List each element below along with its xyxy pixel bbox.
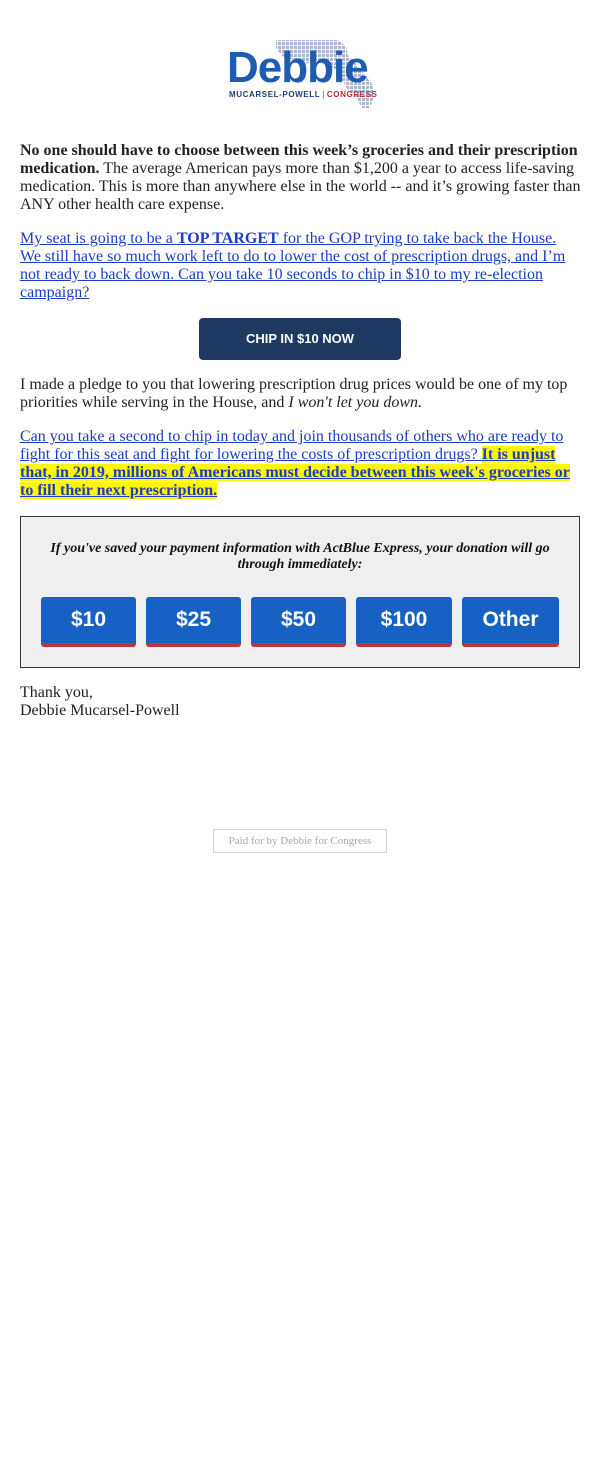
top-target-text: TOP TARGET: [176, 230, 279, 247]
second-donate-link[interactable]: [20, 428, 570, 499]
pledge-paragraph: [20, 376, 580, 412]
second-link-text: Can you take a second to chip in today and join thousands of others who are ready to fight for this seat and fight for lowering the costs of prescription drugs?: [20, 428, 564, 463]
logo-wordmark: Debbie: [227, 43, 368, 92]
highlighted-text: It is unjust that, in 2019, millions of Americans must decide between this week's groceries or to fill their next prescription.: [20, 446, 570, 499]
intro-paragraph: [20, 142, 582, 214]
donation-box: [20, 516, 580, 668]
chip-in-button[interactable]: CHIP IN $10 NOW: [199, 318, 401, 360]
donate-other-button[interactable]: Other: [462, 597, 559, 647]
appeal-link-text-start: My seat is going to be a: [20, 230, 177, 247]
paid-for-disclaimer: Paid for by Debbie for Congress: [213, 829, 387, 853]
appeal-link-text-end: for the GOP trying to take back the House. We still have so much work left to do to lower the cost of prescription drugs, and I’m not ready to back down. Can you take 10 seconds to chip in $10 to my re-election campaign?: [20, 230, 566, 301]
intro-text: The average American pays more than $1,200 a year to access life-saving medication. This is more than anywhere else in the world -- and it’s growing faster than ANY other health care expense.: [20, 160, 581, 213]
logo-subtitle: [229, 90, 378, 99]
signoff: [20, 684, 580, 720]
pledge-italic-text: I won't let you down.: [288, 394, 423, 411]
logo-separator: |: [322, 90, 325, 99]
pledge-text: I made a pledge to you that lowering prescription drug prices would be one of my top priorities while serving in the House, and: [20, 376, 568, 411]
signoff-thanks: Thank you,: [20, 684, 93, 701]
signoff-name: Debbie Mucarsel-Powell: [20, 702, 180, 719]
intro-bold-text: No one should have to choose between this week’s groceries and their prescription medication.: [20, 142, 578, 177]
appeal-donate-link[interactable]: [20, 230, 565, 301]
second-appeal-paragraph: [20, 428, 580, 500]
campaign-logo[interactable]: [226, 38, 376, 110]
cta-container: [199, 318, 401, 360]
actblue-express-note: If you've saved your payment information with ActBlue Express, your donation will go through immediately:: [50, 541, 550, 572]
logo-subtitle-name: MUCARSEL-POWELL: [229, 90, 321, 99]
appeal-paragraph: [20, 230, 580, 302]
donate-25-button[interactable]: $25: [146, 597, 241, 647]
donate-100-button[interactable]: $100: [356, 597, 452, 647]
logo-subtitle-congress: CONGRESS: [326, 90, 378, 99]
donate-10-button[interactable]: $10: [41, 597, 136, 647]
donate-50-button[interactable]: $50: [251, 597, 346, 647]
